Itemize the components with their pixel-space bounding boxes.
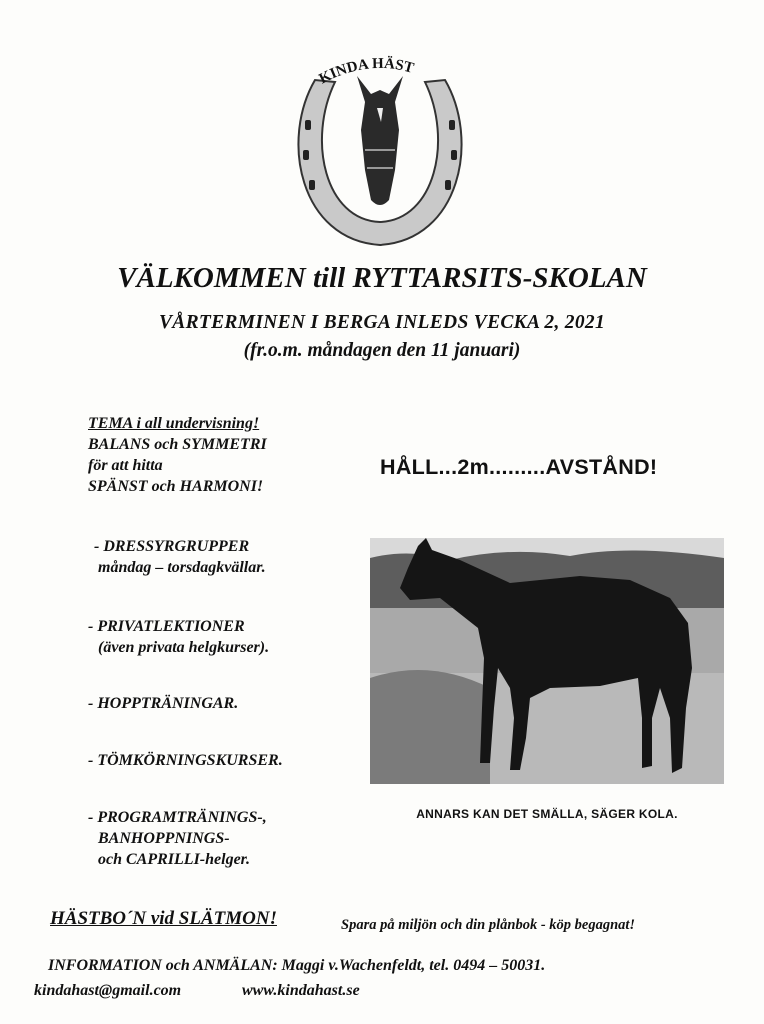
offer-detail: och CAPRILLI-helger. <box>98 851 251 868</box>
offer-detail: (även privata helgkurser). <box>98 639 270 656</box>
theme-line: för att hitta <box>88 457 163 474</box>
offer-long-reining <box>88 750 283 771</box>
contact-email: kindahast@gmail.com <box>34 982 182 999</box>
theme-heading: TEMA i all undervisning! <box>88 415 260 432</box>
offer-title: - PROGRAMTRÄNINGS-, <box>88 809 267 826</box>
horse-photo <box>370 538 724 784</box>
barn-shop-text: Spara på miljön och din plånbok - köp begagnat! <box>341 917 636 933</box>
horse-photo-image <box>370 538 724 784</box>
page-title: VÄLKOMMEN till RYTTARSITS-SKOLAN <box>117 262 647 294</box>
theme-block <box>88 413 267 497</box>
contact-website: www.kindahast.se <box>242 982 360 999</box>
offer-title: - PRIVATLEKTIONER <box>88 618 245 635</box>
offer-detail: måndag – torsdagkvällar. <box>98 559 266 576</box>
offer-weekend-programs <box>88 807 267 870</box>
contact-info: INFORMATION och ANMÄLAN: Maggi v.Wachenfeldt, tel. 0494 – 50031. <box>48 957 546 974</box>
logo-text: KINDA HÄST <box>316 55 416 88</box>
distance-notice: HÅLL...2m.........AVSTÅND! <box>380 455 658 479</box>
theme-line: BALANS och SYMMETRI <box>88 436 267 453</box>
kinda-hast-logo <box>285 50 475 250</box>
offer-title: - DRESSYRGRUPPER <box>94 538 250 555</box>
horseshoe-logo-icon <box>285 50 475 250</box>
photo-caption: ANNARS KAN DET SMÄLLA, SÄGER KOLA. <box>416 807 678 821</box>
offer-detail: BANHOPPNINGS- <box>98 830 230 847</box>
start-date-note: (fr.o.m. måndagen den 11 januari) <box>243 340 521 361</box>
term-subtitle: VÅRTERMINEN I BERGA INLEDS VECKA 2, 2021 <box>158 312 605 333</box>
offer-title: - HOPPTRÄNINGAR. <box>88 695 239 712</box>
barn-shop-heading: HÄSTBO´N vid SLÄTMON! <box>50 908 277 929</box>
offer-dressage <box>88 536 266 578</box>
offer-jumping <box>88 693 238 714</box>
theme-line: SPÄNST och HARMONI! <box>88 478 264 495</box>
offer-private-lessons <box>88 616 269 658</box>
offer-title: - TÖMKÖRNINGSKURSER. <box>88 752 283 769</box>
